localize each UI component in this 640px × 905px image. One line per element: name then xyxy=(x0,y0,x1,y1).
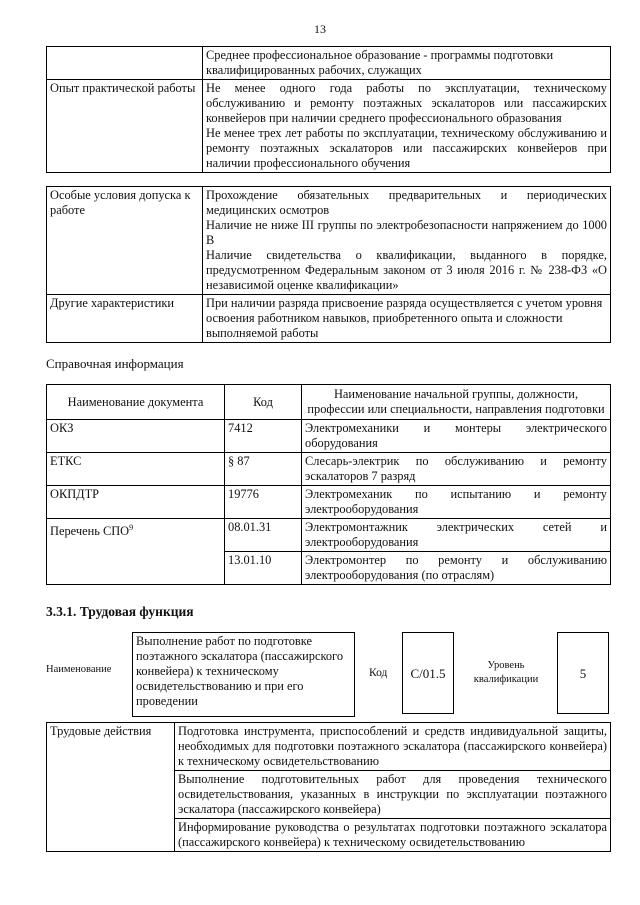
row-label xyxy=(47,47,203,80)
table-row xyxy=(47,80,611,173)
reference-table xyxy=(46,384,611,585)
code-cell: 08.01.31 xyxy=(225,519,302,552)
name-cell: Электромеханики и монтеры электрического оборудования xyxy=(302,420,611,453)
table-row xyxy=(47,47,611,80)
table-row xyxy=(47,295,611,343)
doc-name: Перечень СПО xyxy=(50,524,130,539)
function-code-box: С/01.5 xyxy=(402,632,454,714)
level-label: Уровень квалификации xyxy=(473,660,539,685)
name-cell: Электромонтер по ремонту и обслуживанию электрооборудования (по отраслям) xyxy=(302,552,611,585)
row-label: Трудовые действия xyxy=(47,723,175,852)
row-value: Наличие не ниже III группы по электробезопасности напряжением до 1000 В xyxy=(206,218,607,247)
action-cell: Информирование руководства о результатах подготовки поэтажного эскалатора (пассажирского конвейера) к техническому освидетельствованию xyxy=(175,819,611,852)
name-cell: Слесарь-электрик по обслуживанию и ремонту эскалаторов 7 разряд xyxy=(302,453,611,486)
row-label: Особые условия допуска к работе xyxy=(47,187,203,295)
table-row xyxy=(47,723,611,771)
conditions-table xyxy=(46,186,611,343)
page-number: 13 xyxy=(314,22,326,36)
code-cell: § 87 xyxy=(225,453,302,486)
function-heading: 3.3.1. Трудовая функция xyxy=(46,604,194,619)
level-value-box: 5 xyxy=(557,632,609,714)
actions-table xyxy=(46,722,611,852)
row-value: Наличие свидетельства о квалификации, выданного в порядке, предусмотренном Федеральным законом от 3 июля 2016 г. № 238-ФЗ «О независимой оценке квалификации» xyxy=(206,248,607,292)
name-cell: Электромонтажник электрических сетей и электрооборудования xyxy=(302,519,611,552)
name-label: Наименование xyxy=(46,664,112,675)
table-row xyxy=(47,486,611,519)
row-value: При наличии разряда присвоение разряда осуществляется с учетом уровня освоения работником навыков, приобретенного опыта и сложности выполняемой работы xyxy=(203,295,611,343)
table-row xyxy=(47,187,611,295)
column-header: Код xyxy=(225,385,302,420)
row-values xyxy=(203,187,611,295)
action-cell: Выполнение подготовительных работ для проведения технического освидетельствования, указанных в инструкции по эксплуатации поэтажного эскалатора (пассажирского конвейера) xyxy=(175,771,611,819)
row-value: Не менее трех лет работы по эксплуатации, техническому обслуживанию и ремонту поэтажных эскалаторов или пассажирских конвейеров при наличии профессионального обучения xyxy=(206,126,607,170)
code-cell: 7412 xyxy=(225,420,302,453)
code-label: Код xyxy=(369,667,388,679)
code-cell: 13.01.10 xyxy=(225,552,302,585)
doc-cell xyxy=(47,519,225,585)
footnote-ref: 9 xyxy=(129,523,134,532)
table-header-row xyxy=(47,385,611,420)
doc-cell: ОКПДТР xyxy=(47,486,225,519)
row-label: Опыт практической работы xyxy=(47,80,203,173)
column-header: Наименование начальной группы, должности, профессии или специальности, направления подготовки xyxy=(302,385,611,420)
action-cell: Подготовка инструмента, приспособлений и средств индивидуальной защиты, необходимых для подготовки поэтажного эскалатора (пассажирского конвейера) к техническому освидетельствованию xyxy=(175,723,611,771)
column-header: Наименование документа xyxy=(47,385,225,420)
table-row xyxy=(47,420,611,453)
row-value: Не менее одного года работы по эксплуатации, техническому обслуживанию и ремонту поэтажных эскалаторов или пассажирских конвейеров при наличии среднего профессионального образования xyxy=(206,81,607,125)
doc-cell: ЕТКС xyxy=(47,453,225,486)
function-name-box: Выполнение работ по подготовке поэтажного эскалатора (пассажирского конвейера) к техническому освидетельствованию и при его проведении xyxy=(132,632,355,717)
doc-cell: ОКЗ xyxy=(47,420,225,453)
requirements-table xyxy=(46,46,611,173)
row-values xyxy=(203,80,611,173)
code-cell: 19776 xyxy=(225,486,302,519)
row-label: Другие характеристики xyxy=(47,295,203,343)
table-row xyxy=(47,453,611,486)
table-row xyxy=(47,519,611,552)
row-value: Среднее профессиональное образование - программы подготовки квалифицированных рабочих, служащих xyxy=(203,47,611,80)
name-cell: Электромеханик по испытанию и ремонту электрооборудования xyxy=(302,486,611,519)
row-value: Прохождение обязательных предварительных и периодических медицинских осмотров xyxy=(206,188,607,217)
reference-title: Справочная информация xyxy=(46,356,184,371)
